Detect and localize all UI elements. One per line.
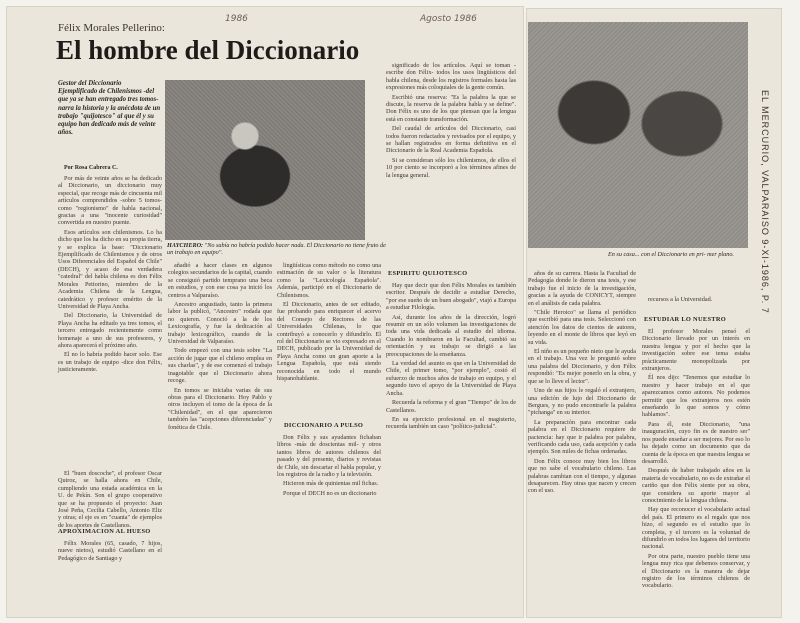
paragraph: En su ejercicio profesional en el magisterio, recuerda también un caso "político-judicial". (386, 415, 516, 431)
paragraph: Él nos dijo: "Tenemos que estudiar lo nuestro y hacer trabajo en el que aparezcamos como autores. No podemos permitir que los extranjeros nos estén enseñando lo que somos y cómo hablamos". (642, 374, 750, 419)
paragraph: Ancestro angustiado, tanto la primera labor la publicó, "Ancestro" rodada que no quieren. Conoció a la de los Lexicografía, y fue la dedicación al trabajo lexicográfico, cuando de la Universidad de Valparaíso. (168, 301, 272, 346)
paragraph: El "buen doscoche", el profesor Oscar Quiroz, se halla ahora en Chile, cumpliendo una estada académica en la U. de Pekín. Son el grupo cooperativo que se ha propuesto el proyecto: Juan José Peña, Cecilia Cabello, Antonio Eliz y otras; el eje es en "cuanta" de ejemplos de los aportes de Castellanos. (58, 470, 162, 529)
paragraph: Después de haber trabajado años en la materia de vocabulario, no es de extrañar el cariño que don Félix siente por su obra, que considera su aporte mayor al conocimiento de la lengua chilena. (642, 467, 750, 504)
paragraph: El no lo habría podido hacer solo. Ese es un trabajo de equipo -dice don Félix, justicieramente. (58, 351, 162, 374)
paragraph: años de su carrera. Hasta la Facultad de Pedagogía donde le dieron una tesis, y ese trabajo fue el inicio de la investigación, gracias a la ayuda de CONICYT, siempre en el análisis de cada palabra. (528, 270, 636, 307)
paragraph: Por más de veinte años se ha dedicado al Diccionario, un diccionario muy especial, que recoge más de cincuenta mil artículos comprendidos -sobre 5 tomos- como "regionismo" de habla nacional, gracias a una "inocente curiosidad" convertida en nuestro puente. (58, 175, 162, 227)
paragraph: Todo empezó con una tesis sobre "La acción de jugar que el chileno emplea en sus charlas", y de ese comenzó el trabajo inagotable que el Diccionario ahora recoge. (168, 347, 272, 385)
column-3b (277, 434, 381, 604)
paragraph: Recuerda la reforma y el gran "Tiempo" de los de Castellanos. (386, 399, 516, 414)
paragraph: Don Félix y sus ayudantes fichaban libros -más de doscientas mil- y otros tantos libros de autores chilenos del pasado y del presente, diarios y revistas de Chile, sin descartar el habla popular, y los registros de la radio y la televisión. (277, 434, 381, 479)
photo-caption (167, 242, 387, 256)
deck: Gestor del Diccionario Ejemplificado de Chilenismos -del que ya se han entregado tres tomos- narra la historia y la anécdota de un trabajo "quijotesco" al que él y su equipo han dedicado más de veinte años. (58, 80, 161, 137)
paragraph: La verdad del asunto es que en la Universidad de Chile, el primer tomo, "por ejemplo", costó el esfuerzo de muchos años de trabajo en equipo, y el segundo tuvo el apoyo de la Universidad de Playa Ancha. (386, 360, 516, 397)
handwritten-note: 1986 (225, 14, 248, 24)
column-1 (58, 175, 162, 465)
section-head: ESTUDIAR LO NUESTRO (644, 316, 727, 323)
paragraph: Uno de sus hijos le regaló el extranjero, una edición de lujo del Diccionario de Bergues, y no pudo encontrarle la palabra "pichanga" en su interior. (528, 387, 636, 417)
handwritten-note-2: Agosto 1986 (420, 14, 477, 24)
column-1c (58, 540, 162, 600)
column-2 (168, 262, 272, 602)
paragraph: "Chile Heroico" se llama el periódico que escribió para una tesis. Seleccionó con atención los datos de cientos de autores, leyendo en el monte de libros que leyó en su vida. (528, 309, 636, 346)
paragraph: Para él, este Diccionario, "una inauguración, cuyo fin es de nuestro ser" nos puede enseñar a ser mejores. Por eso lo ha dejado como un documento que da cuenta de la época en que nuestra lengua se desarrolló. (642, 420, 750, 465)
column-6b (642, 328, 750, 613)
paragraph: Don Félix conoce muy bien los libros que no sabe el vocabulario chileno. Las palabras cambian con el tiempo, y algunas desaparecen. Hay otras que nacen y crecen con el uso. (528, 457, 636, 495)
paragraph: añadió a hacer clases en algunos colegios secundarios de la capital, cuando se consiguió partido temprano una beca en estudios, y con ese cosa ya inició los centros a Valparaíso. (168, 262, 272, 299)
paragraph: Hay que decir que don Félix Morales es también escritor. Después de decidir a estudiar Derecho, "por ese sueño de un buen abogado", viajó a Europa a estudiar Filología. (386, 282, 516, 312)
column-5 (528, 270, 636, 610)
paragraph: Porque el DECH no es un diccionario (283, 489, 377, 497)
section-head: DICCIONARIO A PULSO (284, 422, 364, 429)
caption-text: "No sabía no habría podido hacer nada. El Diccionario no tiene fruto de un trabajo en equipo". (167, 242, 386, 256)
kicker: Félix Morales Pellerino: (58, 22, 165, 34)
paragraph: Escribió una reserva: "Es la palabra la que se discute, la reserva de la palabra habla y se define". Don Félix es uno de los que piensan que la lengua está en constante transformación. (386, 93, 516, 123)
paragraph: recursos a la Universidad. (648, 296, 713, 303)
headline: El hombre del Diccionario (56, 35, 360, 65)
source-stamp: EL MERCURIO, VALPARAISO 9-XI-1986, P. 7 (760, 90, 770, 314)
portrait-photo (165, 80, 365, 240)
paragraph: El profesor Morales pensó el Diccionario llevado por un interés en nuestra lengua y por el hecho que la investigación sobre ese tema estaba prácticamente monopolizada por extranjeros. (642, 328, 750, 373)
paragraph: En tomos se iniciaba varias de sus obras para el Diccionario. Hoy Pablo y otros incluyen el tomo de la época de la "Chilenidad", en el que aparecieron también las "acepciones diferenciadas" y fonética de Chile. (168, 386, 272, 431)
paragraph: El Diccionario, antes de ser editado, fue probando para enriquecer el acervo del Consejo de Rectores de las Universidades Chilenas, lo que contribuyó a conocerlo y difundirlo. El rol del Diccionario se vio expresado en el DECH, publicado por la Universidad de Playa Ancha como un gran aporte a la Lengua Española, que está siendo reconocida en todo el mundo hispanohablante. (277, 301, 381, 383)
paragraph: Si se consideran sólo los chilenismos, de ellos el 10 por ciento se incorporó a los términos afines de la lengua general. (386, 156, 516, 179)
column-4 (386, 62, 516, 267)
paragraph: Hicieron más de quinientas mil fichas. (283, 480, 379, 488)
paragraph: Así, durante los años de la dirección, logró resumir en un sólo volumen las investigaciones de toda una vida dedicada al estudio del idioma. Cuando lo nombraron en la Facultad, cambió su orientación y su trabajo se dirigió a las preocupaciones de la enseñanza. (386, 313, 516, 358)
paragraph: El niño es un pequeño nieto que le ayuda en el trabajo. Una vez le preguntó sobre una palabra del Diccionario, y don Félix respondió: "Es mejor ponerlo en la obra, y que se lo lleve el lector". (528, 348, 636, 385)
paragraph: Esos artículos son chilenismos. Lo ha dicho que los ha dicho en su propia tierra, y se explica la base: "Diccionario Ejemplificado de Chilenismos y de otros Usos Diferenciales del Español de Chile" (DECH), y acaso de esa verdadera "catedral" del habla chilena es don Félix Morales Pettorino, miembro de la Academia Chilena de la Lengua, catedrático y profesor emérito de la Universidad de Playa Ancha. (58, 228, 162, 310)
byline: Por Rosa Cabrera C. (64, 165, 118, 171)
section-head: ESPIRITU QUIJOTESCO (388, 270, 468, 277)
photo-caption-2: En su casa... con el Diccionario en pri- mer plano. (608, 251, 734, 258)
caption-label: HAYCHERO: (167, 242, 204, 249)
paragraph: Félix Morales (65, casado, 7 hijos, nueve nietos), estudió Castellano en el Pedagógico de Santiago y (58, 540, 162, 562)
column-6 (642, 296, 750, 306)
column-4b (386, 282, 516, 612)
family-photo (528, 22, 748, 248)
paragraph: significado de los artículos. Aquí se toman -escribe don Félix- todos los usos lingüísticos del habla chilena, desde los registros formales hasta las expresiones más coloquiales de la gente común. (386, 62, 516, 92)
paragraph: lingüísticas como método no como una estimación de su valor o la literatura como la "Lexicología Española". Además, participó en el Diccionario de Chilenismos. (277, 262, 381, 299)
section-head: APROXIMACION AL HUESO (58, 528, 151, 535)
column-1b (58, 470, 162, 529)
column-3 (277, 262, 381, 412)
paragraph: Del Diccionario, la Universidad de Playa Ancha ha editado ya tres tomos, el tercero entregado recientemente como homenaje a uno de sus profesores, y ahora aparecerá el próximo año. (58, 312, 162, 349)
paragraph: La preparación para encontrar cada palabra en el Diccionario requiere de paciencia: hay que ir palabra por palabra, verificando cada uso, cada acepción y cada ejemplo. Son miles de fichas ordenadas. (528, 418, 636, 456)
paragraph: Del caudal de artículos del Diccionario, casi todos fueron redactados y revisados por el equipo, y se hallan registrados en forma definitiva en el Diccionario de la Real Academia Española. (386, 125, 516, 155)
paragraph: Por otra parte, nuestro pueblo tiene una lengua muy rica que debemos conservar, y el Diccionario es la manera de dejar registro de los términos chilenos de vocabulario. (642, 552, 750, 590)
paragraph: Hay que reconocer el vocabulario actual del país. El primero es el regalo que nos hizo, el segundo es el estudio que lo completa, y el tercero es la voluntad de difundirlo en todos los lugares del territorio nacional. (642, 506, 750, 551)
